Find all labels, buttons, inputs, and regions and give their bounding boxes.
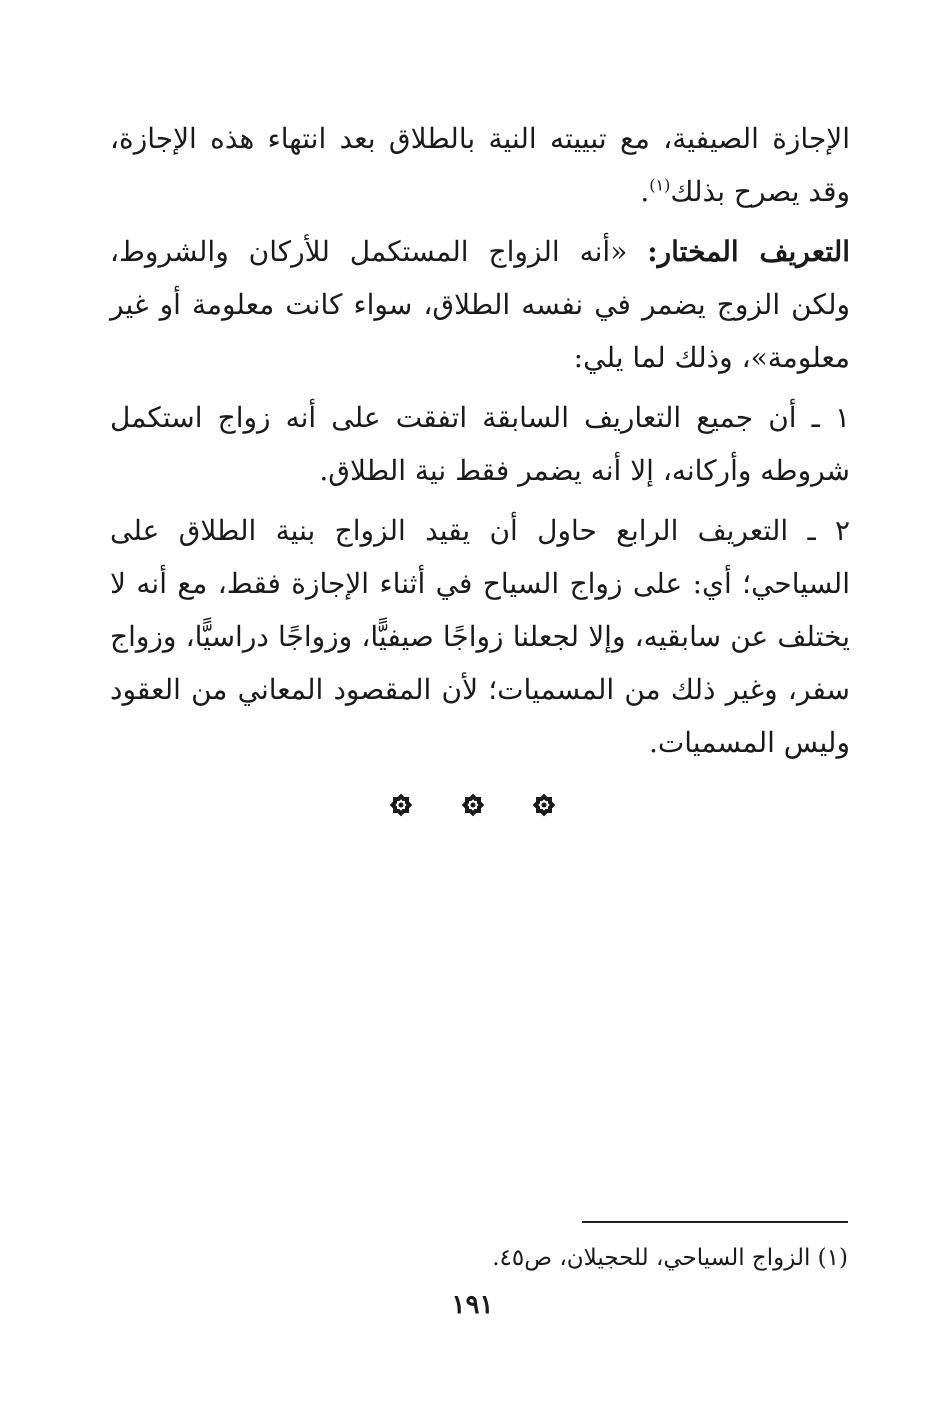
section-divider: [0, 790, 945, 820]
paragraph-2-text: «أنه الزواج المستكمل للأركان والشروط، ولكن الزوج يضمر في نفسه الطلاق، سواء كانت معلومة أو غير معلومة»، وذلك لما يلي:: [110, 235, 850, 374]
paragraph-1: [110, 112, 850, 218]
paragraph-1-end: .: [640, 175, 650, 208]
definition-heading: التعريف المختار:: [647, 235, 851, 268]
footnote-divider: [582, 1221, 848, 1223]
paragraph-3: [110, 391, 850, 497]
paragraph-3-text: ١ ـ أن جميع التعاريف السابقة اتفقت على أنه زواج استكمل شروطه وأركانه، إلا أنه يضمر فقط نية الطلاق.: [110, 401, 850, 487]
paragraph-4: [110, 504, 850, 769]
main-text: [110, 112, 850, 776]
paragraph-4-text: ٢ ـ التعريف الرابع حاول أن يقيد الزواج بنية الطلاق على السياحي؛ أي: على زواج السياح في أثناء الإجازة فقط، مع أنه لا يختلف عن سابقيه، وإلا لجعلنا زواجًا صيفيًّا، وزواجًا دراسيًّا، وزواج سفر، وغير ذلك من المسميات؛ لأن المقصود المعاني من العقود وليس المسميات.: [110, 514, 850, 759]
eight-point-star-ornament-icon: [386, 790, 416, 820]
eight-point-star-ornament-icon: [458, 790, 488, 820]
footnote: (١) الزواج السياحي، للحجيلان، ص٤٥.: [492, 1245, 848, 1271]
page-number: ١٩١: [451, 1290, 494, 1320]
eight-point-star-ornament-icon: [529, 790, 559, 820]
footnote-reference[interactable]: (١): [649, 175, 671, 195]
paragraph-2: [110, 225, 850, 384]
paragraph-1-text: الإجازة الصيفية، مع تبييته النية بالطلاق بعد انتهاء هذه الإجازة، وقد يصرح بذلك: [110, 122, 850, 208]
